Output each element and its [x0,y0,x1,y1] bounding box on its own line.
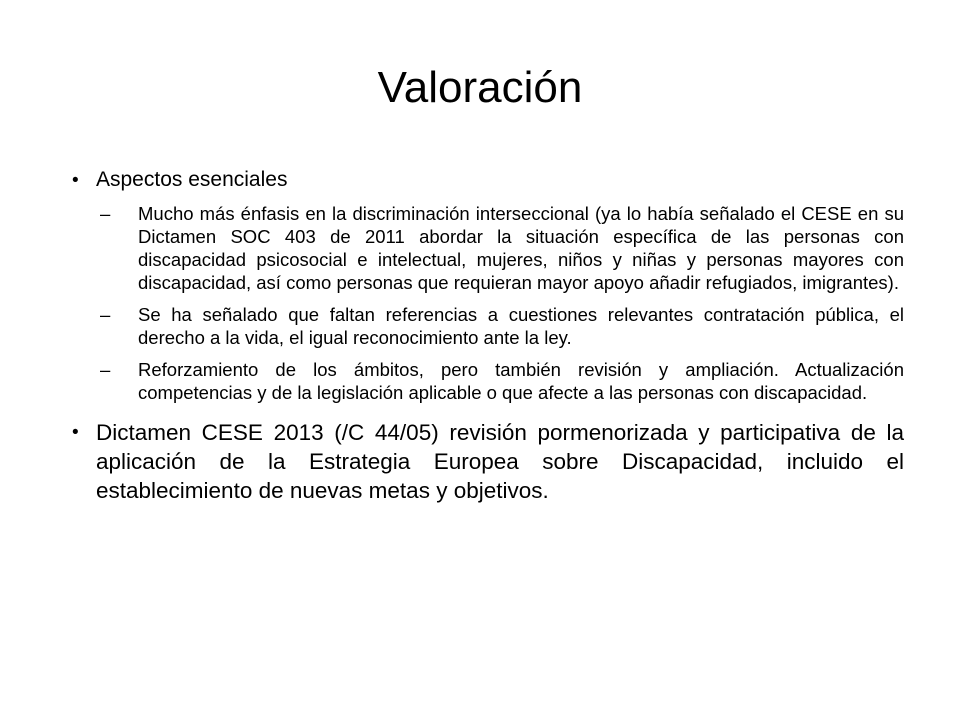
bullet-text: Dictamen CESE 2013 (/C 44/05) revisión pormenorizada y participativa de la aplicación de la Estrategia Europea sobre Discapacidad, incluido el establecimiento de nuevas metas y objetivos. [96,420,904,503]
sub-bullet-text: Se ha señalado que faltan referencias a cuestiones relevantes contratación pública, el derecho a la vida, el igual reconocimiento ante la ley. [138,304,904,348]
sub-bullet-discriminacion [96,202,904,294]
sub-bullet-referencias [96,303,904,349]
bullet-text: Aspectos esenciales [96,168,288,191]
dash-marker: – [100,304,111,325]
bullet-marker: • [72,422,79,443]
slide-title: Valoración [377,63,583,112]
sub-bullet-reforzamiento [96,358,904,404]
dash-marker: – [100,359,111,380]
slide-body [72,166,904,519]
sub-bullet-text: Reforzamiento de los ámbitos, pero también revisión y ampliación. Actualización competencias y de la legislación aplicable o que afecte a las personas con discapacidad. [138,359,904,403]
bullet-marker: • [72,170,79,191]
bullet-aspectos-esenciales [72,166,904,404]
sub-bullet-text: Mucho más énfasis en la discriminación interseccional (ya lo había señalado el CESE en su Dictamen SOC 403 de 2011 abordar la situación específica de las personas con discapacidad psicosocial e intelectual, mujeres, niños y niñas y personas mayores con discapacidad, así como personas que requieran mayor apoyo añadir refugiados, imigrantes). [138,203,904,293]
dash-marker: – [100,203,111,224]
sub-list [96,202,904,404]
bullet-dictamen-cese [72,418,904,505]
